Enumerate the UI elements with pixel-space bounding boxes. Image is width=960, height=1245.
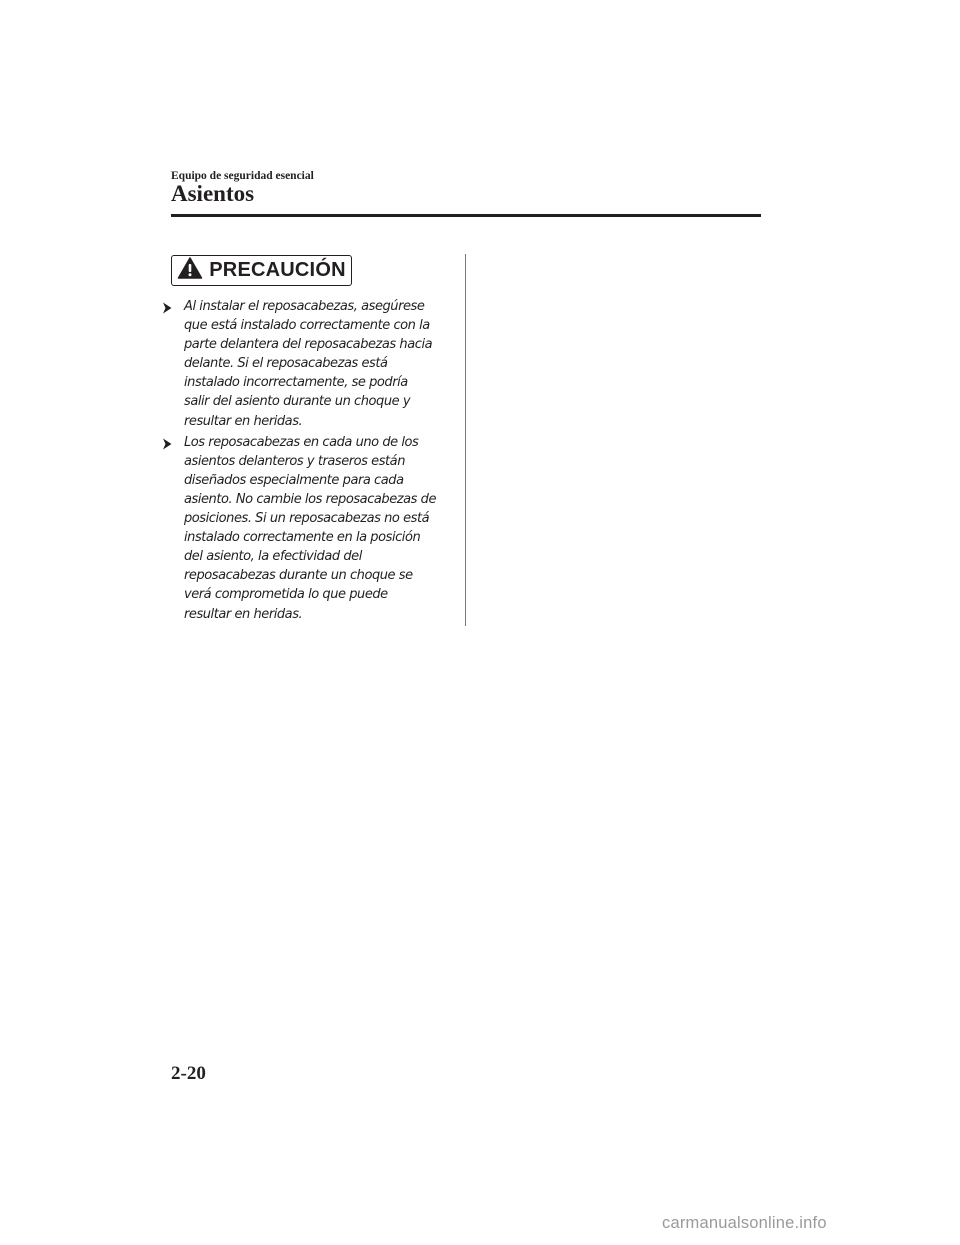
chapter-title: Asientos — [171, 181, 255, 206]
arrowhead-bullet-icon — [162, 433, 176, 624]
caution-banner — [171, 255, 352, 286]
caution-item — [162, 297, 457, 431]
arrowhead-bullet-icon — [162, 297, 176, 431]
header-rule — [171, 214, 761, 217]
caution-title: PRECAUCIÓN — [209, 259, 346, 281]
caution-item-text: Al instalar el reposacabezas, asegúrese que está instalado correctamente con la parte delantera del reposacabezas hacia delante. Si el reposacabezas está instalado incorrectamente, se podría salir del asiento durante un choque y resultar en heridas. — [184, 299, 433, 429]
page-number: 2-20 — [171, 1063, 206, 1084]
watermark: carmanualsonline.info — [662, 1214, 827, 1232]
caution-list — [162, 297, 457, 624]
column-divider — [465, 254, 466, 626]
section-label: Equipo de seguridad esencial — [171, 170, 314, 182]
caution-item-text: Los reposacabezas en cada uno de los asientos delanteros y traseros están diseñados especialmente para cada asiento. No cambie los reposacabezas de posiciones. Si un reposacabezas no está instalado correctamente en la posición del asiento, la efectividad del reposacabezas durante un choque se verá comprometida lo que puede resultar en heridas. — [184, 434, 437, 622]
caution-item — [162, 433, 457, 624]
warning-triangle-icon — [177, 256, 209, 285]
